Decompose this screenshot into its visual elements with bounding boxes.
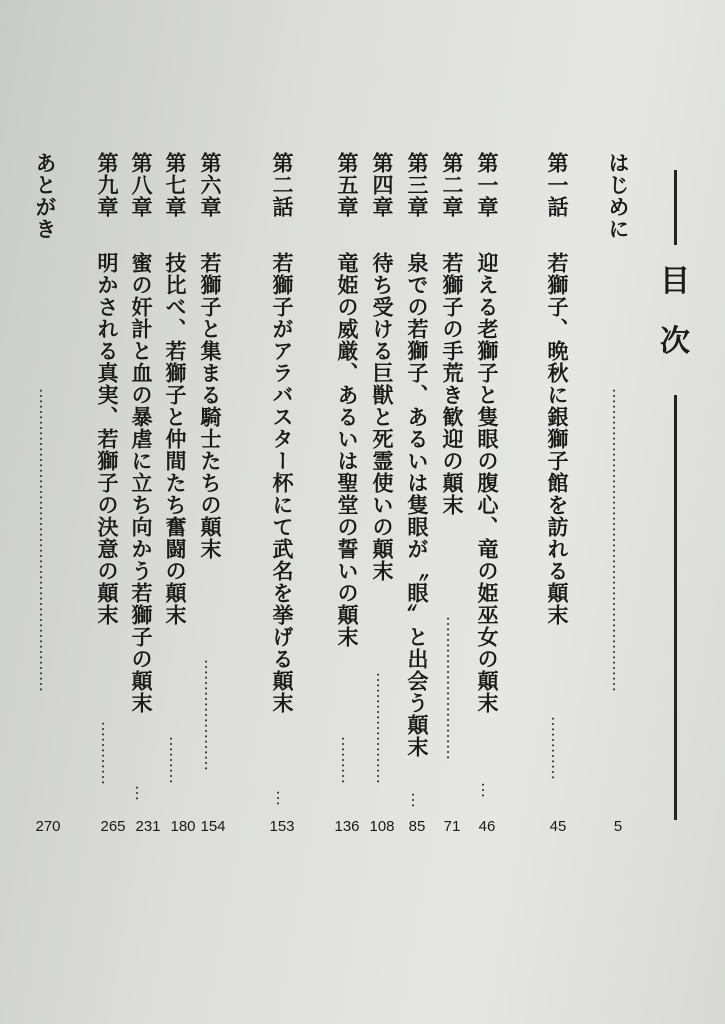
toc-heading [655, 170, 695, 820]
page-number: 85 [408, 818, 426, 835]
leader-dots: ………………………………………………… [36, 388, 55, 692]
entry-title: 若獅子の手荒き歓迎の顛末 [440, 252, 465, 516]
entry-label: 第一話 [545, 152, 570, 218]
page-number: 153 [269, 818, 295, 835]
entry-title: 竜姫の威厳、あるいは聖堂の誓いの顛末 [335, 252, 360, 648]
page-number: 265 [100, 818, 126, 835]
toc-entry-part-2 [267, 152, 297, 714]
page-number: 180 [170, 818, 196, 835]
entry-label: 第二章 [440, 152, 465, 218]
entry-title: 若獅子がアラバスター杯にて武名を挙げる顛末 [270, 252, 295, 714]
toc-entry-chapter-2 [437, 152, 467, 516]
toc-entry-chapter-8 [126, 152, 156, 714]
page-number: 270 [35, 818, 61, 835]
entry-label: 第九章 [95, 152, 120, 218]
heading-rule-bottom [674, 395, 677, 820]
leader-dots: ………… [548, 715, 567, 780]
entry-label: 第五章 [335, 152, 360, 218]
entry-title: 技比べ、若獅子と仲間たち奮闘の顛末 [163, 252, 188, 626]
leader-dots: ………………………………………………… [609, 388, 628, 692]
toc-entry-afterword [30, 152, 60, 240]
toc-entry-chapter-9 [92, 152, 122, 626]
toc-entry-chapter-3 [402, 152, 432, 758]
page-number: 5 [613, 818, 623, 835]
entry-label: 第三章 [405, 152, 430, 218]
entry-label: 第一章 [475, 152, 500, 218]
toc-entry-chapter-6 [195, 152, 225, 560]
entry-title: 待ち受ける巨獣と死霊使いの顛末 [370, 252, 395, 582]
page-number: 154 [200, 818, 226, 835]
leader-dots: ………… [98, 720, 117, 785]
entry-title: 蜜の奸計と血の暴虐に立ち向かう若獅子の顛末 [129, 252, 154, 714]
page-number: 46 [478, 818, 496, 835]
leader-dots: … [408, 792, 427, 808]
entry-label: 第七章 [163, 152, 188, 218]
entry-title: 泉での若獅子、あるいは隻眼が〝眼〟と出会う顛末 [405, 252, 430, 758]
entry-label: 第六章 [198, 152, 223, 218]
heading-char-1: 目 [660, 264, 690, 299]
leader-dots: … [273, 789, 292, 806]
heading-char-2: 次 [660, 324, 690, 359]
leader-dots: … [132, 784, 151, 801]
leader-dots: … [478, 781, 497, 798]
leader-dots: ………………… [201, 658, 220, 771]
entry-title: 若獅子と集まる騎士たちの顛末 [198, 252, 223, 560]
page-number: 136 [334, 818, 360, 835]
toc-entry-chapter-4 [367, 152, 397, 582]
entry-title: 明かされる真実、若獅子の決意の顛末 [95, 252, 120, 626]
page-number: 108 [369, 818, 395, 835]
entry-label: 第二話 [270, 152, 295, 218]
entry-label: あとがき [33, 152, 58, 240]
leader-dots: ……… [338, 736, 357, 784]
toc-entry-chapter-5 [332, 152, 362, 648]
entry-title: 迎える老獅子と隻眼の腹心、竜の姫巫女の顛末 [475, 252, 500, 714]
entry-label: 第四章 [370, 152, 395, 218]
heading-rule-top [674, 170, 677, 245]
entry-label: 第八章 [129, 152, 154, 218]
toc-entry-part-1 [542, 152, 572, 626]
page-number: 71 [443, 818, 461, 835]
leader-dots: ……… [166, 735, 185, 784]
leader-dots: ……………………… [443, 615, 462, 760]
toc-entry-chapter-1 [472, 152, 502, 714]
page-number: 231 [135, 818, 161, 835]
toc-entry-chapter-7 [160, 152, 190, 626]
entry-label: はじめに [606, 152, 631, 240]
leader-dots: ………………… [373, 671, 392, 784]
toc-entry-hajimeni [603, 152, 633, 240]
entry-title: 若獅子、晩秋に銀獅子館を訪れる顛末 [545, 252, 570, 626]
page-number: 45 [549, 818, 567, 835]
